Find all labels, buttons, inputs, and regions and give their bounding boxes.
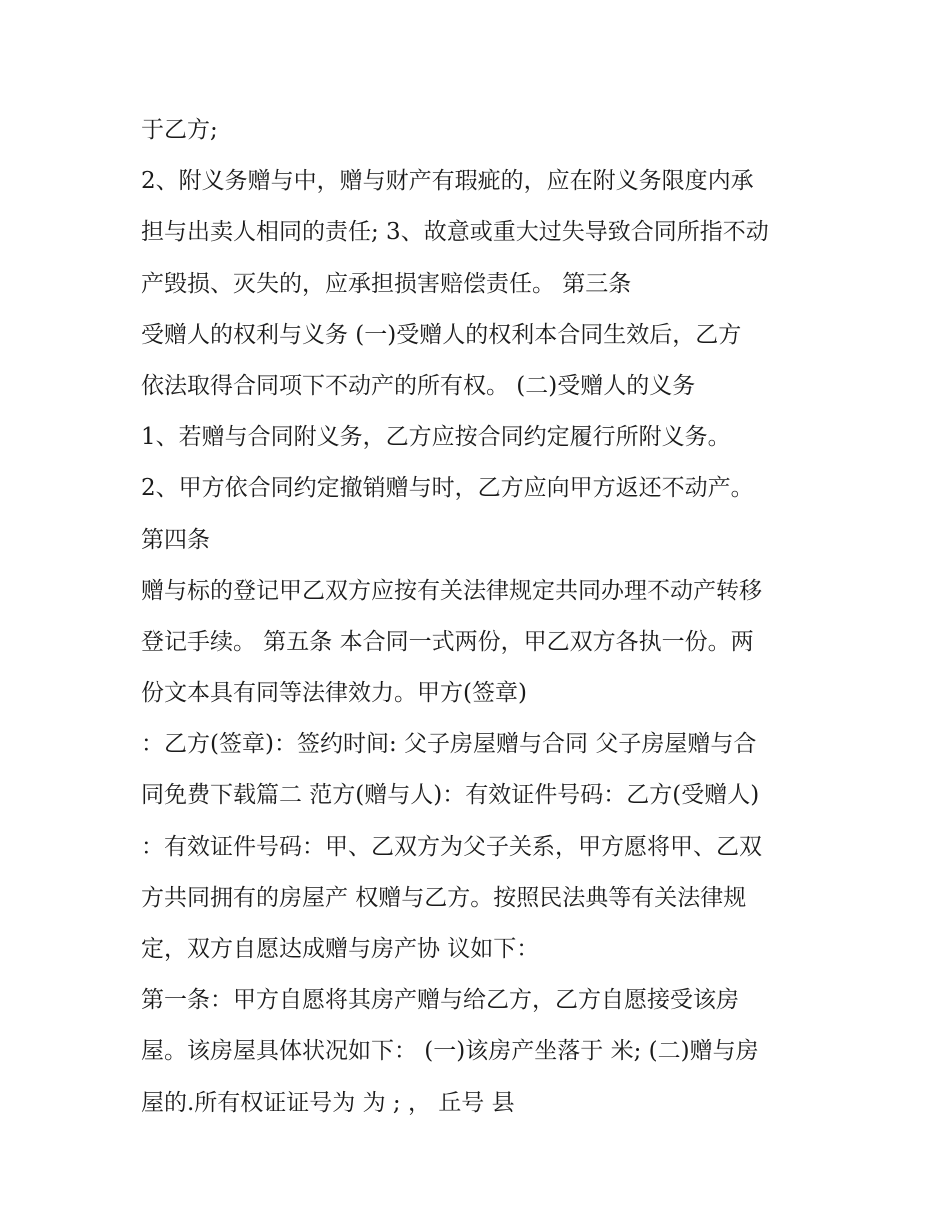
text-line-14: 同免费下载篇二 范方(赠与人)：有效证件号码：乙方(受赠人) bbox=[141, 782, 760, 809]
text-line-16: 方共同拥有的房屋产 权赠与乙方。按照民法典等有关法律规 bbox=[141, 884, 747, 911]
text-line-10: 赠与标的登记甲乙双方应按有关法律规定共同办理不动产转移 bbox=[141, 577, 762, 604]
text-line-17: 定，双方自愿达成赠与房产协 议如下： bbox=[141, 936, 540, 962]
contract-text bbox=[141, 105, 831, 1129]
text-line-19: 屋。该房屋具体状况如下： (一)该房产坐落于 米; (二)赠与房 bbox=[141, 1038, 759, 1065]
text-line-7: 1、若赠与合同附义务，乙方应按合同约定履行所附义务。 bbox=[141, 424, 731, 451]
text-line-13: ：乙方(签章)：签约时间: 父子房屋赠与合同 父子房屋赠与合 bbox=[141, 731, 757, 758]
text-line-15: ：有效证件号码：甲、乙双方为父子关系，甲方愿将甲、乙双 bbox=[141, 833, 762, 860]
text-line-5: 受赠人的权利与义务 (一)受赠人的权利本合同生效后，乙方 bbox=[141, 321, 742, 348]
text-line-12: 份文本具有同等法律效力。甲方(签章) bbox=[141, 680, 527, 707]
text-line-18: 第一条：甲方自愿将其房产赠与给乙方，乙方自愿接受该房 bbox=[141, 987, 739, 1014]
text-line-11: 登记手续。 第五条 本合同一式两份，甲乙双方各执一份。两 bbox=[141, 628, 754, 655]
text-line-20: 屋的.所有权证证号为 为 ; ， 丘号 县 bbox=[141, 1089, 515, 1116]
text-line-4: 产毁损、灭失的，应承担损害赔偿责任。 第三条 bbox=[141, 270, 632, 297]
text-line-9: 第四条 bbox=[141, 526, 210, 553]
text-line-6: 依法取得合同项下不动产的所有权。 (二)受赠人的义务 bbox=[141, 372, 696, 399]
text-line-3: 担与出卖人相同的责任; 3、故意或重大过失导致合同所指不动 bbox=[141, 219, 769, 246]
text-line-8: 2、甲方依合同约定撤销赠与时，乙方应向甲方返还不动产。 bbox=[141, 475, 754, 502]
text-line-2: 2、附义务赠与中，赠与财产有瑕疵的，应在附义务限度内承 bbox=[141, 168, 754, 195]
text-line-1: 于乙方; bbox=[141, 117, 218, 143]
